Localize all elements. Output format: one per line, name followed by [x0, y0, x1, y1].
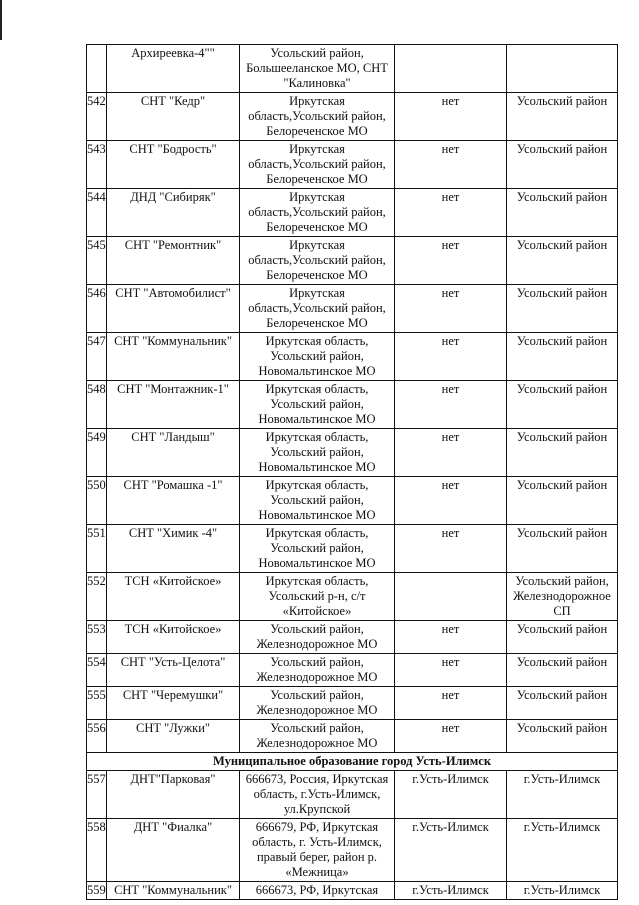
- water-source: нет: [395, 525, 507, 573]
- location-district: [507, 45, 618, 93]
- organization-address: Иркутская область,Усольский район, Белореченское МО: [240, 141, 395, 189]
- water-source: нет: [395, 720, 507, 753]
- row-number: 544: [87, 189, 107, 237]
- organization-name: СНТ "Кедр": [107, 93, 240, 141]
- organization-address: Иркутская область, Усольский район, Новомальтинское МО: [240, 477, 395, 525]
- organization-address: Иркутская область, Усольский р-н, с/т «Китойское»: [240, 573, 395, 621]
- location-district: Усольский район: [507, 477, 618, 525]
- row-number: 553: [87, 621, 107, 654]
- location-district: Усольский район: [507, 141, 618, 189]
- location-district: Усольский район: [507, 237, 618, 285]
- row-number: 543: [87, 141, 107, 189]
- organization-name: СНТ "Автомобилист": [107, 285, 240, 333]
- table-row: [87, 333, 618, 381]
- water-source: нет: [395, 141, 507, 189]
- table-section: [87, 753, 618, 771]
- row-number: 542: [87, 93, 107, 141]
- table-row: [87, 381, 618, 429]
- location-district: Усольский район: [507, 285, 618, 333]
- organization-address: 666673, РФ, Иркутская: [240, 882, 395, 900]
- water-source: [395, 45, 507, 93]
- row-number: 552: [87, 573, 107, 621]
- organization-name: Архиреевка-4"": [107, 45, 240, 93]
- organization-name: СНТ "Ремонтник": [107, 237, 240, 285]
- location-district: г.Усть-Илимск: [507, 771, 618, 819]
- row-number: 549: [87, 429, 107, 477]
- organization-address: Усольский район, Железнодорожное МО: [240, 720, 395, 753]
- organization-name: СНТ "Химик -4": [107, 525, 240, 573]
- row-number: 555: [87, 687, 107, 720]
- table-body-ust-ilimsk: [87, 771, 618, 900]
- location-district: Усольский район: [507, 333, 618, 381]
- water-source: нет: [395, 654, 507, 687]
- location-district: Усольский район: [507, 687, 618, 720]
- organization-name: СНТ "Коммунальник": [107, 882, 240, 900]
- scan-edge-mark: [0, 0, 2, 40]
- location-district: г.Усть-Илимск: [507, 819, 618, 882]
- table-row: [87, 285, 618, 333]
- organization-address: Иркутская область,Усольский район, Белореченское МО: [240, 285, 395, 333]
- organization-address: Усольский район, Железнодорожное МО: [240, 687, 395, 720]
- table-row: [87, 573, 618, 621]
- organization-name: ДНТ "Фиалка": [107, 819, 240, 882]
- organization-name: СНТ "Ромашка -1": [107, 477, 240, 525]
- organization-address: Усольский район, Большееланское МО, СНТ "Калиновка": [240, 45, 395, 93]
- row-number: 551: [87, 525, 107, 573]
- location-district: Усольский район: [507, 654, 618, 687]
- organization-name: СНТ "Коммунальник": [107, 333, 240, 381]
- row-number: 547: [87, 333, 107, 381]
- water-source: г.Усть-Илимск: [395, 819, 507, 882]
- water-source: [395, 573, 507, 621]
- row-number: 554: [87, 654, 107, 687]
- organization-name: ТСН «Китойское»: [107, 573, 240, 621]
- organization-address: 666673, Россия, Иркутская область, г.Усть-Илимск, ул.Крупской: [240, 771, 395, 819]
- organization-name: СНТ "Лужки": [107, 720, 240, 753]
- water-source: нет: [395, 93, 507, 141]
- table-row: [87, 819, 618, 882]
- location-district: Усольский район: [507, 93, 618, 141]
- organization-address: Иркутская область, Усольский район, Новомальтинское МО: [240, 381, 395, 429]
- table-row: [87, 882, 618, 900]
- water-source: нет: [395, 189, 507, 237]
- organization-name: СНТ "Усть-Целота": [107, 654, 240, 687]
- section-header-row: [87, 753, 618, 771]
- table-row: [87, 429, 618, 477]
- organization-address: Иркутская область, Усольский район, Новомальтинское МО: [240, 333, 395, 381]
- row-number: 557: [87, 771, 107, 819]
- row-number: 548: [87, 381, 107, 429]
- organization-address: 666679, РФ, Иркутская область, г. Усть-Илимск, правый берег, район р. «Межница»: [240, 819, 395, 882]
- row-number: 558: [87, 819, 107, 882]
- water-source: нет: [395, 429, 507, 477]
- water-source: г.Усть-Илимск: [395, 771, 507, 819]
- registry-table: [86, 44, 618, 900]
- water-source: нет: [395, 237, 507, 285]
- table-row: [87, 141, 618, 189]
- location-district: Усольский район: [507, 621, 618, 654]
- row-number: 545: [87, 237, 107, 285]
- location-district: Усольский район: [507, 429, 618, 477]
- water-source: нет: [395, 687, 507, 720]
- row-number: [87, 45, 107, 93]
- table-row: [87, 621, 618, 654]
- organization-address: Иркутская область,Усольский район, Белореченское МО: [240, 93, 395, 141]
- location-district: Усольский район: [507, 189, 618, 237]
- water-source: нет: [395, 621, 507, 654]
- section-title: Муниципальное образование город Усть-Илимск: [87, 753, 618, 771]
- row-number: 550: [87, 477, 107, 525]
- organization-name: ДНД "Сибиряк": [107, 189, 240, 237]
- location-district: Усольский район: [507, 525, 618, 573]
- table-row: [87, 771, 618, 819]
- water-source: нет: [395, 381, 507, 429]
- table-row: [87, 477, 618, 525]
- organization-name: СНТ "Ландыш": [107, 429, 240, 477]
- organization-address: Усольский район, Железнодорожное МО: [240, 621, 395, 654]
- organization-name: СНТ "Бодрость": [107, 141, 240, 189]
- table-row: [87, 525, 618, 573]
- organization-address: Усольский район, Железнодорожное МО: [240, 654, 395, 687]
- location-district: Усольский район, Железнодорожное СП: [507, 573, 618, 621]
- table-row: [87, 720, 618, 753]
- table-row: [87, 45, 618, 93]
- organization-name: СНТ "Монтажник-1": [107, 381, 240, 429]
- organization-address: Иркутская область,Усольский район, Белореченское МО: [240, 237, 395, 285]
- table-row: [87, 93, 618, 141]
- table-row: [87, 687, 618, 720]
- table-row: [87, 237, 618, 285]
- water-source: нет: [395, 477, 507, 525]
- organization-address: Иркутская область,Усольский район, Белореченское МО: [240, 189, 395, 237]
- row-number: 546: [87, 285, 107, 333]
- table-row: [87, 654, 618, 687]
- organization-name: ТСН «Китойское»: [107, 621, 240, 654]
- water-source: нет: [395, 333, 507, 381]
- table-row: [87, 189, 618, 237]
- organization-address: Иркутская область, Усольский район, Новомальтинское МО: [240, 429, 395, 477]
- table-body-rusolye: [87, 45, 618, 753]
- water-source: г.Усть-Илимск: [395, 882, 507, 900]
- location-district: г.Усть-Илимск: [507, 882, 618, 900]
- organization-name: ДНТ"Парковая": [107, 771, 240, 819]
- location-district: Усольский район: [507, 720, 618, 753]
- row-number: 559: [87, 882, 107, 900]
- organization-name: СНТ "Черемушки": [107, 687, 240, 720]
- organization-address: Иркутская область, Усольский район, Новомальтинское МО: [240, 525, 395, 573]
- water-source: нет: [395, 285, 507, 333]
- row-number: 556: [87, 720, 107, 753]
- location-district: Усольский район: [507, 381, 618, 429]
